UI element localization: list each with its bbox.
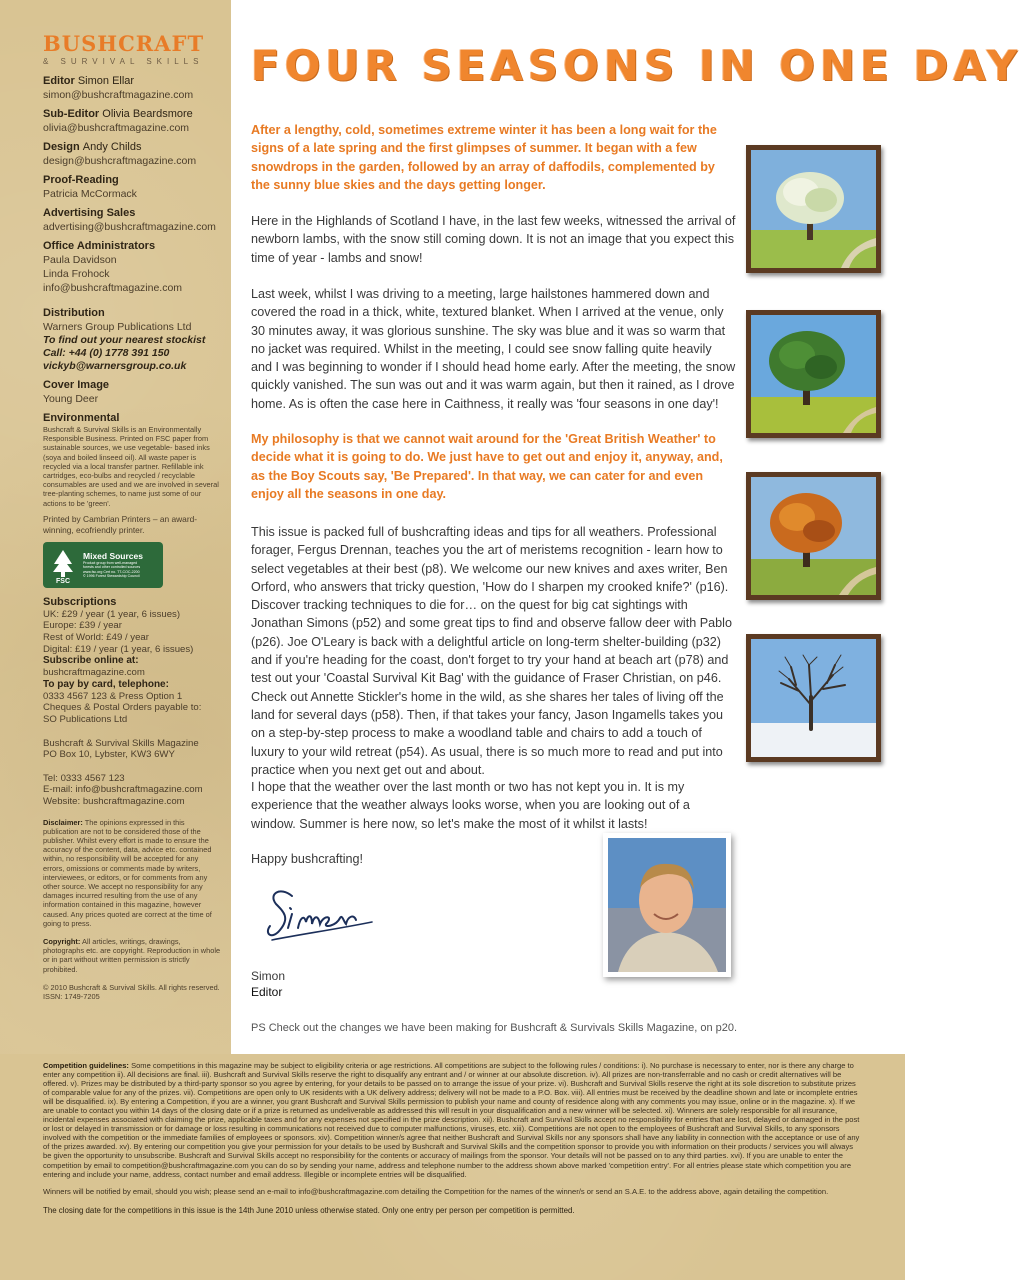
editor-block (43, 75, 221, 102)
subs-online-link[interactable]: bushcraftmagazine.com (43, 667, 145, 679)
disclaimer (43, 818, 221, 928)
distribution-name: Warners Group Publications Ltd (43, 321, 192, 333)
subs-online-label: Subscribe online at: (43, 655, 139, 667)
winter-tree-icon (751, 639, 876, 757)
contact-block (43, 773, 221, 808)
masthead-sidebar (0, 0, 231, 1054)
competition-guidelines (0, 1054, 905, 1280)
cheques-text: Cheques & Postal Orders payable to: (43, 702, 202, 714)
guidelines-text-block (43, 1061, 862, 1179)
summer-photo (746, 310, 881, 438)
editor-label: Editor (43, 75, 75, 87)
address-block (43, 738, 221, 761)
page-title: FOUR SEASONS IN ONE DAY (251, 41, 1022, 90)
paragraph-2: Here in the Highlands of Scotland I have, in the last few weeks, witnessed the arrival of newborn lambs, with the snow still coming down. It is not an image that you expect this time of year - lambs and snow! (251, 214, 736, 265)
pay-label: To pay by card, telephone: (43, 678, 169, 690)
brand-subtitle: & SURVIVAL SKILLS (43, 57, 204, 66)
paragraph-6: I hope that the weather over the last month or two has not kept you in. It is my experience that the weather always looks worse, when you are looking out of a window. Summer is here now, so let's make the most of it whilst it lasts! (251, 780, 690, 831)
subeditor-name: Olivia Beardsmore (102, 108, 193, 120)
office-block (43, 240, 221, 295)
subs-europe: Europe: £39 / year (43, 620, 122, 632)
fsc-line-2: forests and other controlled sources (83, 565, 141, 570)
intro-paragraph: After a lengthy, cold, sometimes extreme winter it has been a long wait for the signs of a late spring and the first glimpses of summer. It began with a few snowdrops in the garden, followed by an array of daffodils, complemented by the sunny blue skies and the days getting longer. (251, 123, 717, 192)
winter-photo (746, 634, 881, 762)
summer-tree-icon (751, 315, 876, 433)
copyright-label: Copyright: (43, 936, 81, 946)
distribution-label: Distribution (43, 307, 105, 319)
proof-label: Proof-Reading (43, 174, 119, 186)
cover-name: Young Deer (43, 393, 99, 405)
ads-label: Advertising Sales (43, 207, 136, 219)
environmental-label: Environmental (43, 412, 120, 424)
fsc-line-3: www.fsc.org Cert no. TT-COC-2200 (83, 569, 140, 574)
office-label: Office Administrators (43, 240, 156, 252)
proof-block (43, 174, 221, 201)
copyright (43, 937, 221, 974)
sign-off: Happy bushcrafting! (251, 852, 364, 866)
copyright-line: © 2010 Bushcraft & Survival Skills. All rights reserved. (43, 982, 220, 992)
distribution-block (43, 307, 221, 373)
subs-row: Rest of World: £49 / year (43, 632, 149, 644)
subs-uk: UK: £29 / year (1 year, 6 issues) (43, 608, 181, 620)
contact-tel: Tel: 0333 4567 123 (43, 772, 125, 784)
autumn-photo (746, 472, 881, 600)
design-block (43, 141, 221, 168)
spring-photo (746, 145, 881, 273)
editor-photo (603, 833, 731, 977)
editor-email[interactable]: simon@bushcraftmagazine.com (43, 89, 194, 101)
cover-label: Cover Image (43, 379, 110, 391)
subs-digital: Digital: £19 / year (1 year, 6 issues) (43, 643, 194, 655)
editor-portrait-icon (608, 838, 726, 972)
philosophy-paragraph: My philosophy is that we cannot wait around for the 'Great British Weather' to decide what it is going to do. We just have to get out and enjoy it, anyway, and, as the Boy Scouts say, 'Be Prepared'. In that way, we can cater for and even enjoy all the seasons in one day. (251, 432, 723, 501)
design-email[interactable]: design@bushcraftmagazine.com (43, 155, 197, 167)
copyright-text: All articles, writings, drawings, photographs etc. are copyright. Reproduction in whole or in part without written permission is strictly prohibited. (43, 936, 221, 974)
address-line-2: PO Box 10, Lybster, KW3 6WY (43, 749, 175, 761)
distribution-call: Call: +44 (0) 1778 391 150 (43, 347, 170, 359)
spring-tree-icon (751, 150, 876, 268)
closing-date-note: The closing date for the competitions in this issue is the 14th June 2010 unless otherwise stated. Only one entry per person per competition is permitted. (43, 1205, 575, 1215)
paragraph-3: Last week, whilst I was driving to a meeting, large hailstones hammered down and covered the road in a thick, white, textured blanket. When I arrived at the venue, only 30 minutes away, it was glorious sunshine. The sky was blue and it was so warm that no jacket was required. Whilst in the meeting, I could see snow falling quite heavily and I was beginning to wonder if I should head home early. After the meeting, the snow quickly vanished. The sun was out and it was warm again, but then it rained, as I drove home. As is often the case here in Caithness, it really was 'four seasons in one day'! (251, 287, 736, 411)
guidelines-text: Some competitions in this magazine may be subject to eligibility criteria or age restrictions. All competitions are subject to the following rules / conditions: i). No purchase is necessary to enter, nor is there any charge to enter any competition ii). All decisions are final. iii). Bushcraft and Survival Skills reserve the right to disqualify any entrant and / or winner at our absolute discretion. iv). All prizes are non-transferrable and no cash or credit alternatives will be offered. v). Prizes may be distributed by a third-party sponsor so you agree by entering, for your details to be passed on to arrange the issue of your prize. vi). Bushcraft and Survival Skills reserve the right at its sole discretion to substitute prizes of comparable value for any of the prizes. vii). Competitions are open only to UK residents with a UK delivery address; delivery will not be made to a P.O. Box. viii). All entries must be received by the deadline shown and late or incomplete entries will be disqualified. ix). By entering a Competition, if you are a winner, you grant Bushcraft and Survival Skills permission to publish your name and county of residence along with any comments you may issue, online or in the magazine. x). If we are unable to contact you within 14 days of the closing date or if a prize is returned as undeliverable as addressed this will result in your disqualification and a new winner will be selected. xi). Winners are solely responsible for all insurance, incidental expenses associated with claiming the prize, applicable taxes and for any expenses not specified in the prize description. xii). Bushcraft and Survival Skills accept no responsibility for entries that are lost, delayed or damaged in the post or lost or delayed in transmission or for damage or loss resulting in communications not received due to computer malfunctions, viruses, etc. xiii). Competitions are not open to the employees of Bushcraft and Survival Skills, to any sponsors involved with the competition or the immediate families of employees or sponsors. xiv). Competition winner/s agree that neither Bushcraft and Survival Skills nor any sponsors shall have any liability in connection with the acceptance or use of any of the prizes awarded. xv). By entering our competition you give your permission for your details to be used by Bushcraft and Survival Skills and the competition sponsor to provide you with information on their products / services you will always be given the opportunity to unsubscribe. Bushcraft and Survival Skills accept no responsibility for the contents or accuracy of mailings from the sponsor. Your details will not be passed on to any third parties. xvi). If you are unable to enter the competition by email to competition@bushcraftmagazine.com you can do so by sending your name, address and telephone number to the address shown above marked 'competition entry'. For all entries please state which competition you are entering and include your name, address, contact number and email address. Illegible or incomplete entries will be disqualified. (43, 1061, 860, 1179)
signer-name: Simon (251, 969, 286, 983)
paragraph-issue: This issue is packed full of bushcrafting ideas and tips for all weathers. Professional forager, Fergus Drennan, teaches you the art of meristems recognition - learn how to select vegetables at their best (p8). We welcome our new knives and axes writer, Ben Orford, who answers that tricky question, 'How do I sharpen my crooked knife?' (p16). Discover tracking techniques to die for… on the quest for big cat sightings with Jonathan Simons (p52) and some great tips to find and observe fallow deer with Pablo (p26). Joe O'Leary is back with a delightful article on long-term shelter-building (p32) and if you're heading for the coast, don't forget to try your hand at beach art (p78) and test out your 'Coastal Survival Kit Bag' with the guidance of Fraser Christian, on p46. Check out Annette Stickler's home in the wild, as she shares her tales of living off the land for several days (p58). Then, if that takes your fancy, Jason Ingamells takes you on a step-by-step process to make a woodland table and chairs to add a touch of luxury to your wild retreat (p54). As usual, there is so much more to read and put into practice when you next get out and about. (251, 525, 732, 777)
fsc-line-4: © 1996 Forest Stewardship Council (83, 574, 140, 579)
ads-block (43, 207, 221, 234)
autumn-tree-icon (751, 477, 876, 595)
distribution-find: To find out your nearest stockist (43, 334, 206, 346)
environmental-block (43, 412, 221, 536)
contact-email[interactable]: E-mail: info@bushcraftmagazine.com (43, 784, 203, 796)
cheques-payee: SO Publications Ltd (43, 713, 128, 725)
fsc-badge (43, 542, 163, 588)
brand-logo: BUSHCRAFT (43, 31, 205, 56)
fsc-tree-icon (48, 546, 78, 584)
disclaimer-label: Disclaimer: (43, 817, 83, 827)
office-name-1: Paula Davidson (43, 254, 117, 266)
design-label: Design (43, 141, 80, 153)
subeditor-label: Sub-Editor (43, 108, 100, 120)
printer-text: Printed by Cambrian Printers – an award-winning, ecofriendly printer. (43, 513, 198, 535)
office-email[interactable]: info@bushcraftmagazine.com (43, 282, 183, 294)
cover-block (43, 379, 221, 406)
subscriptions-label: Subscriptions (43, 595, 117, 608)
guidelines-label: Competition guidelines: (43, 1061, 129, 1070)
pay-phone: 0333 4567 123 & Press Option 1 (43, 690, 183, 702)
ads-email[interactable]: advertising@bushcraftmagazine.com (43, 221, 216, 233)
fsc-logo-text: FSC (56, 577, 70, 585)
distribution-email[interactable]: vickyb@warnersgroup.co.uk (43, 360, 187, 372)
winners-note: Winners will be notified by email, should you wish; please send an e-mail to info@bushcraftmagazine.com detailing the Competition for the names of the winner/s or send an S.A.E. to the address above, again detailing the competition. (43, 1186, 829, 1196)
design-name: Andy Childs (82, 141, 142, 153)
issn: ISSN: 1749-7205 (43, 992, 100, 1001)
subeditor-block (43, 108, 221, 135)
ps-note: PS Check out the changes we have been making for Bushcraft & Survivals Skills Magazine, on p20. (251, 1022, 738, 1034)
editor-name: Simon Ellar (77, 75, 135, 87)
disclaimer-text: The opinions expressed in this publication are not to be considered those of the publisher. Whilst every effort is made to ensure the accuracy of the content, data, advice etc. contained within, no responsibility will be accepted for any errors, omissions or comments made by writers, interviewees, or editors, or for comments from any other source. We accept no responsibility for any damages incurred resulting from the use of any information contained in this magazine, however caused. Any prices quoted are correct at the time of going to press. (43, 817, 212, 928)
office-name-2: Linda Frohock (43, 268, 110, 280)
signature (262, 878, 382, 953)
proof-name: Patricia McCormack (43, 188, 137, 200)
address-line-1: Bushcraft & Survival Skills Magazine (43, 737, 199, 749)
fsc-line-1: Product group from well-managed (83, 560, 138, 565)
environmental-text: Bushcraft & Survival Skills is an Environmentally Responsible Business. Printed on FSC paper from sustainable sources, we use vegetable- based inks (soya and boiled linseed oil). All waste paper is recycled via a local transfer partner. Refillable ink cartridges, eco-bulbs and recycled / recyclable consumables are used and we are involved in several tree-planting schemes, to name just some of our actions to be 'green'. (43, 425, 219, 508)
fsc-title: Mixed Sources (83, 550, 143, 561)
subeditor-email[interactable]: olivia@bushcraftmagazine.com (43, 122, 190, 134)
contact-website[interactable]: Website: bushcraftmagazine.com (43, 795, 185, 807)
subscriptions-block (43, 596, 221, 726)
signer-role: Editor (251, 985, 283, 999)
